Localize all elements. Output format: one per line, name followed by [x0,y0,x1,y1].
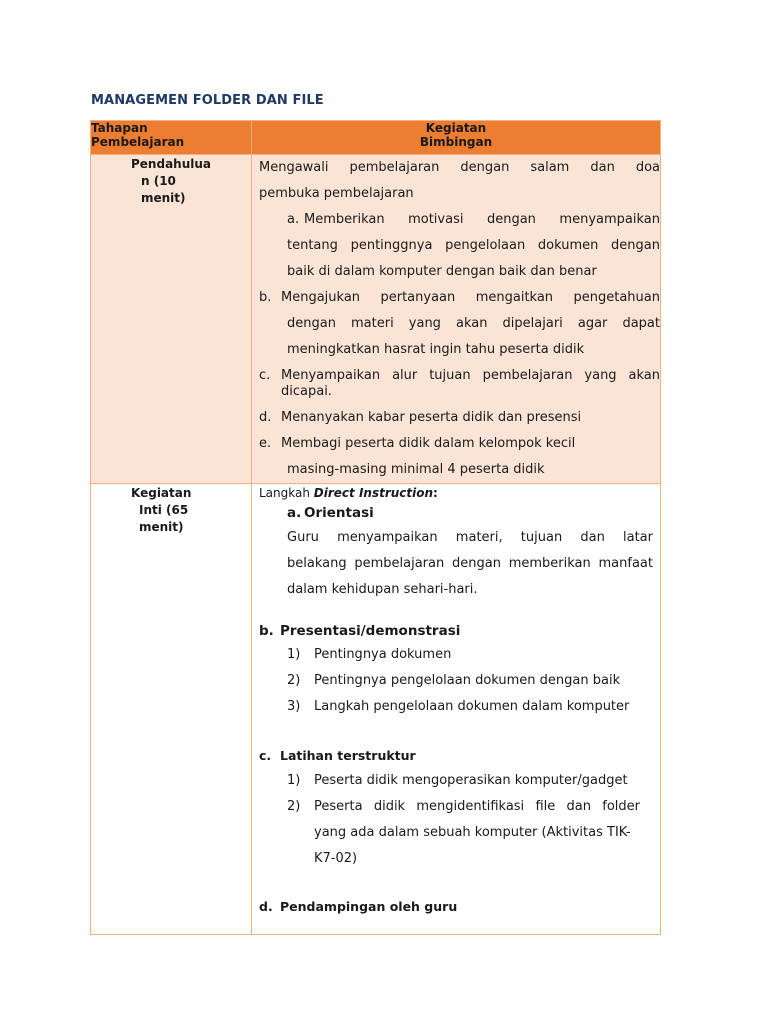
list-item-text: meningkatkan hasrat ingin tahu peserta didik [287,342,585,357]
core-section-c-heading [259,744,653,768]
table-header-row [91,121,661,155]
list-item-text: dengan materi yang akan dipelajari agar dapat [287,316,660,331]
list-item-text: K7-02) [314,851,358,866]
step-intro [259,484,653,501]
list-label: d. [259,899,273,914]
core-section-a-heading [259,501,653,525]
list-number: 2) [287,673,301,688]
list-item-text: tentang pentinggnya pengelolaan dokumen dengan [287,238,660,253]
stage-core-line1: Kegiatan [131,486,192,500]
section-a-text: Guru menyampaikan materi, tujuan dan latar [287,530,653,545]
stage-cell-intro [91,155,252,484]
stage-intro-line2: n (10 [141,174,176,188]
list-item [259,668,653,694]
core-section-d-heading [259,896,653,918]
list-item-continuation [259,820,653,846]
list-item-text: Memberikan motivasi dengan menyampaikan [304,212,660,227]
intro-opening-line1: Mengawali pembelajaran dengan salam dan doa [259,160,660,175]
list-item-text: masing-masing minimal 4 peserta didik [287,462,545,477]
list-label: d. [259,410,272,425]
intro-item-b [259,285,660,311]
lesson-plan-table [90,120,661,935]
list-item-text: Membagi peserta didik dalam kelompok kecil [281,436,576,451]
list-item-text: Peserta didik mengidentifikasi file dan folder [314,799,640,814]
section-title: Presentasi/demonstrasi [280,623,461,639]
list-number: 3) [287,699,301,714]
section-title: Orientasi [304,505,374,521]
list-label: a. [287,212,300,227]
list-label: c. [259,368,271,383]
section-a-text: belakang pembelajaran dengan memberikan manfaat [287,556,653,571]
section-title: Latihan terstruktur [280,748,416,763]
list-item [259,768,653,794]
list-label: a. [287,505,302,521]
list-item-text: Peserta didik mengoperasikan komputer/gadget [314,773,628,788]
list-label: e. [259,436,272,451]
stage-intro-line3: menit) [141,191,186,205]
list-number: 2) [287,799,301,814]
intro-item-c [259,363,660,384]
section-a-text: dalam kehidupan sehari-hari. [287,582,478,597]
list-item-text: yang ada dalam sebuah komputer (Aktivitas TIK- [314,825,631,840]
stage-core-line2: Inti (65 [139,503,189,517]
header-stage-line1: Tahapan [91,121,148,135]
intro-item-e [259,431,660,457]
activity-cell-core [252,484,661,935]
list-item [259,642,653,668]
list-item-text: Langkah pengelolaan dokumen dalam komputer [314,699,630,714]
list-item-continuation [259,846,653,872]
list-item-text: Pentingnya pengelolaan dokumen dengan baik [314,673,621,688]
header-activity-line2: Bimbingan [419,135,493,149]
stage-core-line3: menit) [139,520,184,534]
list-label: b. [259,290,272,305]
list-item [259,694,653,720]
stage-cell-core [91,484,252,935]
header-stage-line2: Pembelajaran [91,135,185,149]
list-item-text: Pentingnya dokumen [314,647,452,662]
list-item-text: Menyampaikan alur tujuan pembelajaran yang akan [281,368,660,383]
step-suffix: : [433,486,438,500]
list-item-text: baik di dalam komputer dengan baik dan benar [287,264,597,279]
list-label: c. [259,748,272,763]
document-title: MANAGEMEN FOLDER DAN FILE [91,93,324,108]
section-title: Pendampingan oleh guru [280,899,458,914]
list-item-text: dicapai. [281,384,332,399]
intro-item-d [259,405,660,431]
list-label: b. [259,623,274,639]
header-activity-line1: Kegiatan [425,121,487,135]
table-row-intro [91,155,661,484]
core-section-b-heading [259,620,653,642]
intro-item-a [259,207,660,233]
list-item-text: Menanyakan kabar peserta didik dan presensi [281,410,582,425]
step-prefix: Langkah [259,486,314,500]
stage-intro-line1: Pendahulua [131,157,212,171]
list-number: 1) [287,773,301,788]
list-item-text: Mengajukan pertanyaan mengaitkan pengetahuan [281,290,660,305]
table-row-core [91,484,661,935]
header-activity [252,121,661,155]
activity-cell-intro [252,155,661,484]
header-stage [91,121,252,155]
intro-opening-line2: pembuka pembelajaran [259,186,414,201]
list-number: 1) [287,647,301,662]
step-name: Direct Instruction [313,486,434,500]
list-item [259,794,653,820]
